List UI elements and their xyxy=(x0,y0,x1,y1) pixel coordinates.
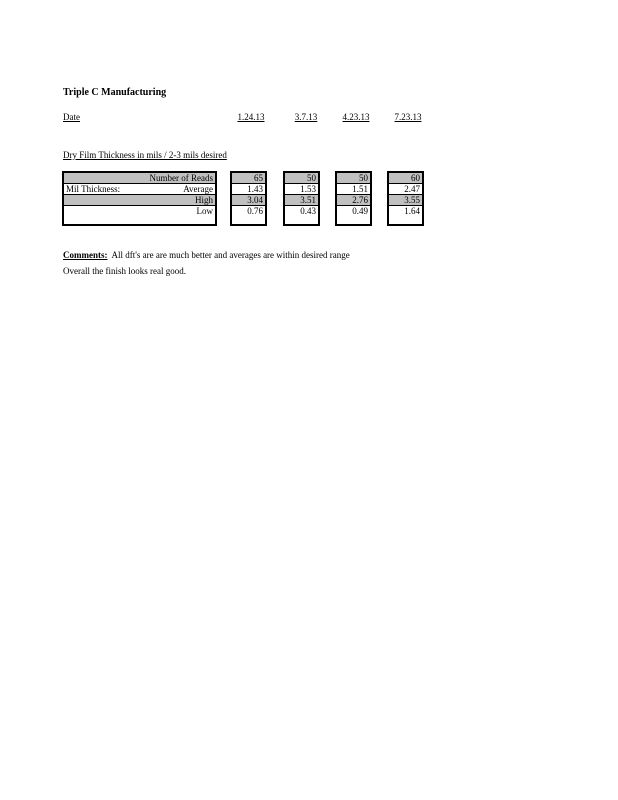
label-high: High xyxy=(195,195,213,205)
value-table-3 xyxy=(335,171,372,226)
cell-low: 1.64 xyxy=(404,206,420,216)
comments-line-1 xyxy=(63,250,350,260)
value-table-1 xyxy=(230,171,267,226)
cell-high: 3.04 xyxy=(232,195,265,206)
value-table-4 xyxy=(387,171,424,226)
date-label: Date xyxy=(63,112,80,122)
label-number-of-reads: Number of Reads xyxy=(149,173,213,183)
cell-average: 1.53 xyxy=(285,184,318,195)
date-1: 1.24.13 xyxy=(237,112,265,122)
date-4: 7.23.13 xyxy=(394,112,422,122)
cell-average: 1.51 xyxy=(337,184,370,195)
cell-reads: 50 xyxy=(285,173,318,184)
cell-average: 1.43 xyxy=(232,184,265,195)
cell-reads: 50 xyxy=(337,173,370,184)
label-mil-thickness: Mil Thickness: xyxy=(66,184,121,194)
cell-reads: 65 xyxy=(232,173,265,184)
cell-high: 3.55 xyxy=(389,195,422,206)
label-low: Low xyxy=(196,206,213,216)
label-row-average xyxy=(64,184,215,195)
cell-low: 0.43 xyxy=(300,206,316,216)
date-3: 4.23.13 xyxy=(342,112,370,122)
label-row-reads xyxy=(64,173,215,184)
section-subtitle: Dry Film Thickness in mils / 2-3 mils desired xyxy=(63,150,227,160)
label-average: Average xyxy=(183,184,213,194)
cell-reads: 60 xyxy=(389,173,422,184)
cell-low: 0.76 xyxy=(247,206,263,216)
comments-heading: Comments: xyxy=(63,250,108,260)
company-title: Triple C Manufacturing xyxy=(63,87,167,98)
cell-high: 2.76 xyxy=(337,195,370,206)
cell-high: 3.51 xyxy=(285,195,318,206)
value-table-2 xyxy=(283,171,320,226)
comments-text-1: All dft's are are much better and averages are within desired range xyxy=(111,250,350,260)
cell-average: 2.47 xyxy=(389,184,422,195)
date-2: 3.7.13 xyxy=(294,112,318,122)
comments-line-2: Overall the finish looks real good. xyxy=(63,266,186,276)
label-row-low xyxy=(64,206,215,217)
cell-low: 0.49 xyxy=(352,206,368,216)
row-label-table xyxy=(62,171,217,226)
label-row-high xyxy=(64,195,215,206)
